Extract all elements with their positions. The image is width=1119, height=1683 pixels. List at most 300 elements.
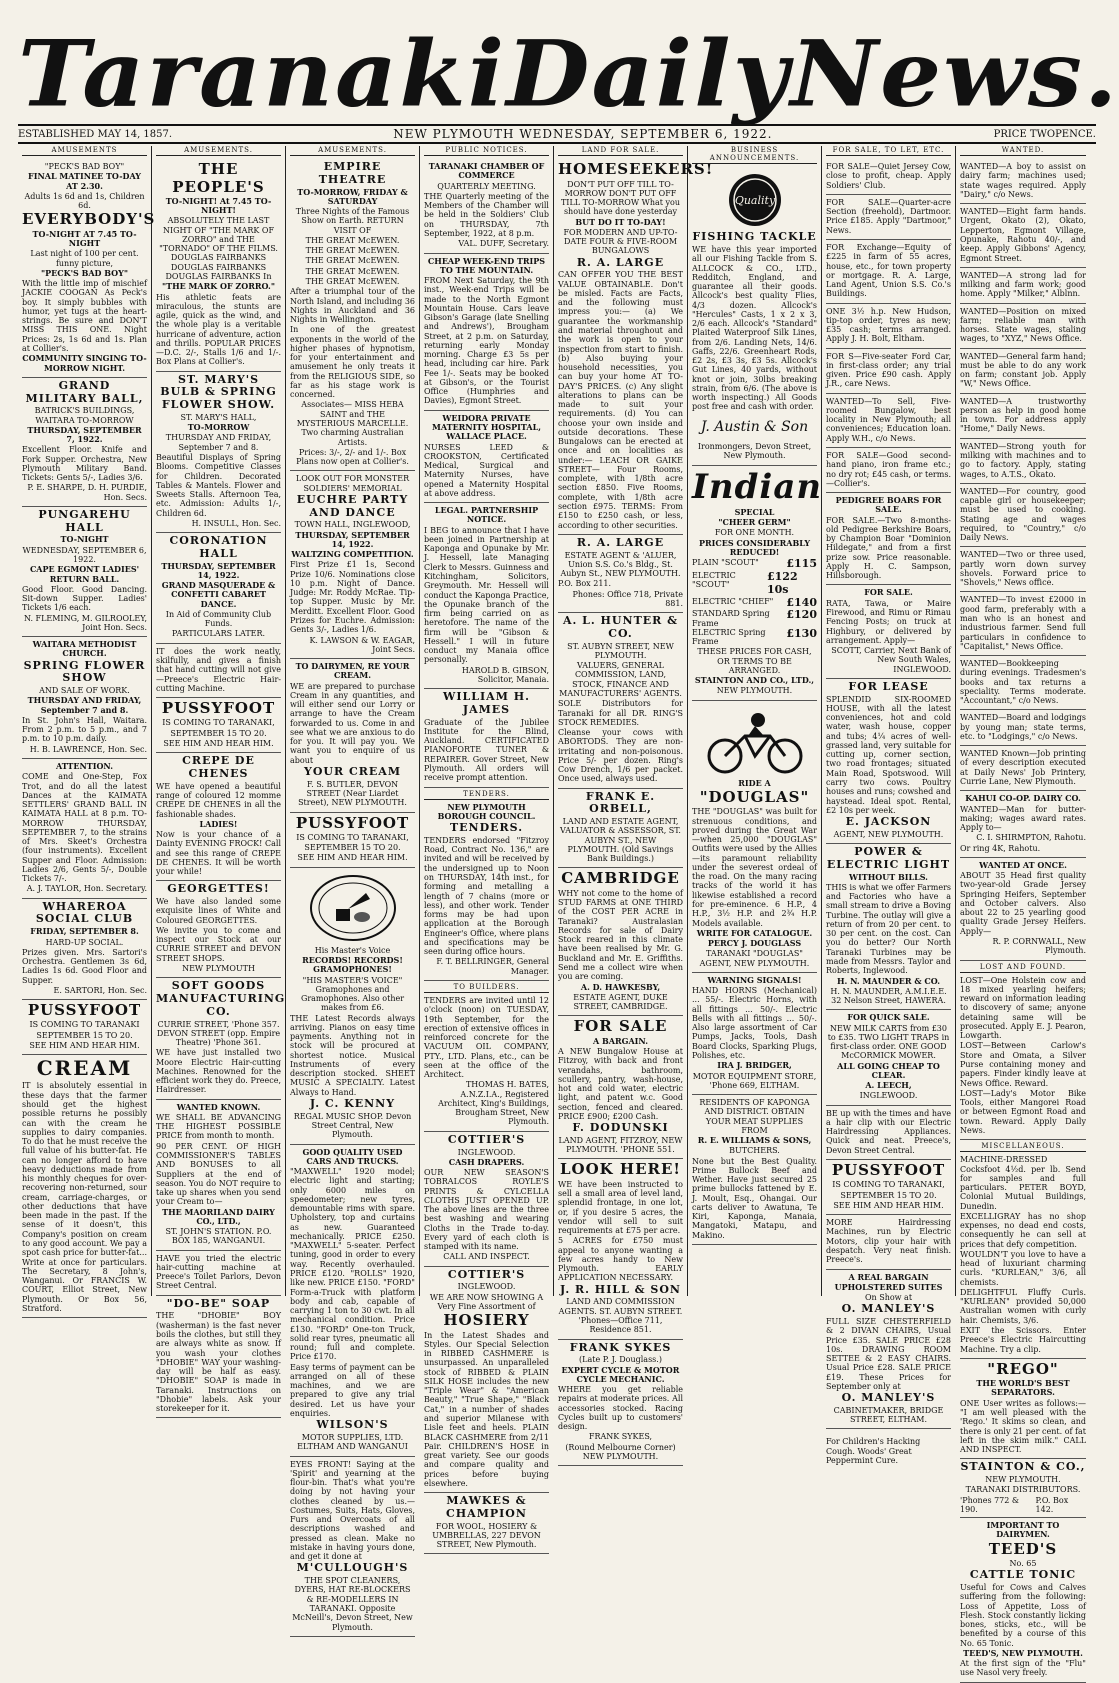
ad-lost-found <box>960 961 1086 1141</box>
ad-body: Useful for Cows and Calves suffering from the following: Loss of Appetite, Loss of Flesh. Stock constantly licking bones, sticks, etc., will be benefited by a course of this No. 65 Tonic. <box>960 1583 1086 1648</box>
wanted-item <box>960 710 1086 746</box>
lost-item: LOST—Between Carlow's Store and Omata, a Silver Purse containing money and papers. Finder kindly leave at News Office. Reward. <box>960 1041 1086 1088</box>
ad-stainton <box>960 1459 1086 1518</box>
wanted-item <box>960 159 1086 204</box>
ad-title: FRANK SYKES <box>569 1340 672 1354</box>
ad-line: CABINETMAKER, BRIDGE STREET, ELTHAM. <box>833 1405 944 1425</box>
ad-chamber <box>424 159 549 253</box>
wanted-item <box>960 304 1086 349</box>
ad-mawkes <box>424 1493 549 1554</box>
ad-title: "DO-BE" SOAP <box>166 1296 271 1310</box>
ad-line: MOTOR SUPPLIES, LTD. ELTHAM AND WANGANUI <box>297 1432 408 1452</box>
wanted-text: WANTED—A boy to assist on dairy farm; machines used; state wages required. Apply "Dairy," c/o News. <box>960 162 1086 199</box>
price-item: PLAIN "SCOUT" <box>692 558 759 568</box>
ad-body: OUR NEW SEASON'S TOBRALCOS ROYLE'S PRINTS & CYLCELLA CLOTHS JUST OPENED UP. The above lines are the three best washing and wearing Cloths in the Trade to-day. Every yard of each cloth is stamped with its name. <box>424 1168 549 1252</box>
ad-line: Adults 1s 6d and 1s, Children 6d. <box>24 191 145 211</box>
ad-body: ABSOLUTELY THE LAST NIGHT OF "THE MARK OF ZORRO" and THE "TORNADO" OF THE FILMS. DOUGLAS FAIRBANKS DOUGLAS FAIRBANKS DOUGLAS FAIRBANKS In <box>159 216 278 282</box>
column-header: AMUSEMENTS. <box>290 146 415 156</box>
ad-line: FOR MODERN AND UP-TO-DATE FOUR & FIVE-ROOM BUNGALOWS <box>563 227 678 256</box>
ad-cottiers <box>424 1132 549 1267</box>
ad-title: PUSSYFOOT <box>161 699 276 718</box>
ad-line: ST. AUBYN STREET, NEW PLYMOUTH. <box>567 641 674 660</box>
ad-body: SPLENDID SIX-ROOMED HOUSE, with all the latest conveniences, hot and cold water, wash house, copper and tubs; 4¼ acres of well-grassed land, very suitable for cutting up, corner section, two road frontages; situated Main Road, Spotswood. Will carry two cows. Poultry houses and runs; cowshed and haystead. Ideal spot. Rental, £2 10s per week. <box>826 694 951 815</box>
price-row <box>692 628 817 647</box>
ad-empire <box>290 159 415 471</box>
ad-look-here <box>558 1159 683 1339</box>
ad-line: QUARTERLY MEETING. <box>437 181 536 191</box>
quality-badge-icon <box>720 172 790 228</box>
ad-line: LOOK OUT FOR MONSTER SOLDIERS' MEMORIAL <box>295 474 410 493</box>
ad-line: TO-NIGHT <box>60 534 109 545</box>
column-8 <box>956 146 1090 1678</box>
ad-title: A REAL BARGAIN <box>848 1271 929 1282</box>
ad-sykes <box>558 1340 683 1467</box>
ad-line: A BARGAIN. <box>593 1035 648 1046</box>
ad-line: (Round Melbourne Corner) NEW PLYMOUTH. <box>565 1442 676 1461</box>
ad-line: SEE HIM AND HEAR HIM. <box>163 738 274 748</box>
handwritten-signature: J. Austin & Son <box>700 418 809 435</box>
ad-line: DON'T PUT OFF TILL TO-MORROW DON'T PUT OFF TILL TO-MORROW What you should have done yesterday <box>560 179 681 217</box>
ad-body: Beautiful Displays of Spring Blooms. Competitive Classes for Children. Decorated Tables & Mantels. Flower and Sweets Stalls. Afternoon Tea, etc. Admission: Adults 1/-, Children 6d. <box>156 452 281 518</box>
ad-title: CREAM <box>36 1056 133 1081</box>
ad-line: Last night of 100 per cent. funny picture, <box>30 249 139 268</box>
ad-title: FRANK E. ORBELL, <box>585 789 656 816</box>
wanted-item <box>960 547 1086 592</box>
ad-coronation <box>156 533 281 644</box>
place-date: NEW PLYMOUTH WEDNESDAY, SEPTEMBER 6, 1922. <box>393 127 773 141</box>
ad-brush <box>826 1106 951 1160</box>
ad-body: SOLE Distributors for Taranaki for all DR. RING'S STOCK REMEDIES. <box>558 699 683 727</box>
ad-signature: H. B. LAWRENCE, Hon. Sec. <box>29 744 147 754</box>
price-value: £130 <box>786 626 817 640</box>
classified-item <box>826 394 951 448</box>
ad-line: J. R. HILL & SON <box>560 1282 681 1296</box>
price-item: ELECTRIC Spring Frame <box>692 627 766 647</box>
ad-title: GOOD QUALITY USED CARS AND TRUCKS. <box>302 1146 403 1166</box>
columns <box>18 146 1096 1678</box>
wanted-text: WANTED—Board and lodgings by young man; state terms, etc. to "Lodgings," c/o News. <box>960 713 1086 741</box>
ad-line: ST. JOHN'S STATION. P.O. BOX 185, WANGANUI. <box>165 1227 272 1246</box>
ad-title: WANTED KNOWN. <box>176 1101 261 1112</box>
ad-st-marys <box>156 372 281 533</box>
price-item: STANDARD Spring Frame <box>692 609 770 628</box>
ad-line: THE GREAT McEWEN. <box>305 256 400 266</box>
ad-line: THURSDAY AND FRIDAY, September 7 and 8. <box>165 433 272 452</box>
ad-body: HAVE you tried the electric hair-cutting machine at Preece's Toilet Parlors, Devon Street Central. <box>156 1253 281 1291</box>
ad-military-ball <box>22 378 147 507</box>
ad-signature: VAL. DUFF, Secretary. <box>458 239 549 249</box>
ad-body: Prizes given. Mrs. Sartori's Orchestra. Gentlemen 3s 6d, Ladies 1s 6d. Good Floor and Supper. <box>22 947 147 985</box>
wanted-text: WANTED—Bookkeeping during evenings. Tradesmen's books and tax returns a speciality. Terms moderate. "Accountant," c/o News. <box>960 659 1086 706</box>
ad-rego <box>960 1359 1086 1460</box>
ad-line: WRITE FOR CATALOGUE. <box>696 927 813 938</box>
ad-title: POWER & ELECTRIC LIGHT <box>826 845 951 871</box>
column-6 <box>688 146 822 1296</box>
ad-signature: E. SARTORI, Hon. Sec. <box>53 985 147 995</box>
ad-line: ALL GOING CHEAP TO CLEAR. <box>837 1060 940 1080</box>
ad-title: COTTIER'S <box>447 1132 526 1146</box>
ad-cottiers-hosiery <box>424 1267 549 1493</box>
ad-line: WAITARA METHODIST CHURCH. <box>32 639 137 659</box>
section-header: LOST AND FOUND. <box>960 963 1086 973</box>
column-header: LAND FOR SALE. <box>558 146 683 156</box>
ad-line: Prices: 3/-, 2/- and 1/-. Box Plans now open at Collier's. <box>296 447 409 467</box>
ad-title: CHEAP WEEK-END TRIPS TO THE MOUNTAIN. <box>427 255 546 275</box>
ad-line: R. A. LARGE <box>576 255 665 269</box>
his-masters-voice-logo <box>308 873 398 943</box>
ad-title: WANTED AT ONCE. <box>979 859 1067 870</box>
ad-maternity <box>424 411 549 503</box>
wanted-text: WANTED—To invest £2000 in good farm, preferably with a man who is an honest and industrious farmer. Send full particulars in confidence to "Capitalist," News Office. <box>960 595 1086 651</box>
wanted-text: WANTED—Strong youth for milking with machines and to go to factory. Apply, stating wages, to A.T.S., Okato. <box>960 441 1086 479</box>
wanted-text: WANTED—A strong lad for milking and farm work; good home. Apply "Milker," Alblnn. <box>960 270 1086 299</box>
ad-line: LAND AND ESTATE AGENT, VALUATOR & ASSESSOR, ST. AUBYN ST., NEW PLYMOUTH. (Old Savings Bank Buildings.) <box>560 817 681 864</box>
wanted-item <box>960 439 1086 484</box>
ad-title: TARANAKI CHAMBER OF COMMERCE <box>428 161 545 181</box>
established: ESTABLISHED MAY 14, 1857. <box>18 128 173 140</box>
ad-body: We invite you to come and inspect our Stock at our CURRIE STREET and DEVON STREET SHOPS. <box>156 925 281 963</box>
ad-body: We have also landed some exquisite lines of White and Coloured GEORGETTES. <box>156 897 281 925</box>
ad-williams <box>692 1095 817 1245</box>
ad-body: THE "DHOBIE" BOY (washerman) is the fast never boils the clothes, but still they are always white as snow. If you wash your clothes "DHOBIE" WAY your washing-day will be half as easy. "DHOBIE" SOAP is made in Taranaki. Instructions on "Dhobie" labels. Ask your storekeeper for it. <box>156 1311 281 1414</box>
price-row <box>692 558 817 571</box>
ad-fishing <box>692 167 817 465</box>
ad-line: PERCY J. DOUGLASS <box>707 938 802 949</box>
ad-line: F. DODUNSKI <box>572 1121 669 1135</box>
ad-signature: H. INSULL, Hon. Sec. <box>191 518 281 528</box>
ad-line: E. JACKSON <box>845 815 932 829</box>
ad-line: TEED'S, NEW PLYMOUTH. <box>963 1647 1083 1658</box>
ad-body: Easy terms of payment can be arranged on all of these machines, and we are prepared to give any trial desired. Let us have your enquiries. <box>290 1362 415 1418</box>
lost-item: LOST—One Holstein cow and 18 mixed yearling heifers; reward on information leading to discovery of same; anyone detaining same will be prosecuted. Apply E. J. Pearon, Lowgarth. <box>960 975 1086 1041</box>
ad-body: In one of the greatest exponents in the world of the higher phases of hypnotism, for your entertainment and amusement he only treats it from the RELIGIOUS SIDE, so far as his stage work is concerned. <box>290 325 415 400</box>
ad-line: COMMUNITY SINGING TO-MORROW NIGHT. <box>22 353 147 373</box>
ad-dairymen <box>290 659 415 812</box>
ad-line: HOSIERY <box>443 1311 530 1330</box>
classified-item <box>826 195 951 240</box>
column-header: FOR SALE, TO LET, ETC. <box>826 146 951 156</box>
ad-body: WHY not come to the home of STUD FARMS at ONE THIRD of the COST PER ACRE in Taranaki? Australasian Records for sale of Dairy Stock reared in this climate have been realised by Mr. G. Buckland and Mr. E. Griffiths. Send me a collect wire when you are coming. <box>558 888 683 982</box>
ad-teeds <box>960 1518 1086 1683</box>
ad-line: GRAND MASQUERADE & CONFETTI CABARET DANCE. <box>161 580 276 609</box>
ad-line: TARANAKI "DOUGLAS" AGENT, NEW PLYMOUTH. <box>699 949 810 968</box>
ad-signature: A. J. TAYLOR, Hon. Secretary. <box>26 884 147 894</box>
ad-title: STAINTON & CO., <box>960 1460 1086 1474</box>
classified-item <box>826 304 951 349</box>
ad-line: WALTZING COMPETITION. <box>291 549 414 560</box>
ad-pussyfoot <box>22 1000 147 1055</box>
ad-line: SEPTEMBER 15 TO 20. <box>840 1190 937 1200</box>
wanted-text: WANTED—For country, good capable girl or housekeeper; must be used to cooking. Stating age and wages required, to "Country," c/o Daily News. <box>960 486 1086 543</box>
ad-line: IMPORTANT TO DAIRYMEN. <box>986 1520 1060 1540</box>
ad-line: THURSDAY, SEPTEMBER 7, 1922. <box>27 424 142 445</box>
ad-body: Graduate of the Jubilee Institute for the Blind, Auckland. CERTIFICATED PIANOFORTE TUNER & REPAIRER. Gover Street, New Plymouth. All orders will receive prompt attention. <box>424 717 549 783</box>
wanted-item <box>960 349 1086 394</box>
ad-line: THURSDAY AND FRIDAY, September 7 and 8. <box>27 695 142 715</box>
ad-line: A. LEECH, <box>865 1080 912 1091</box>
ad-georgettes <box>156 881 281 978</box>
ad-body: Now is your chance of a Dainty EVENING FROCK! Call and see this range of CREPE DE CHENES. It will be worth your while! <box>156 830 281 877</box>
wanted-item <box>960 656 1086 710</box>
ad-line: WILSON'S <box>316 1418 389 1432</box>
ad-title: R. A. LARGE <box>576 535 665 549</box>
ad-line: BUT DO IT TO-DAY! <box>575 216 666 227</box>
price-value: £120 <box>786 608 817 622</box>
ad-body: First Prize £1 1s, Second Prize 10/6. Nominations close 10 p.m. Night of Dance. Judge: Mr. Roddy McRae. Tip-top Supper. Music by Mr. Merditt. Excellent Floor. Good Prizes for Euchre. Admission: Gents 3/-, Ladies 1/6. <box>290 560 415 635</box>
ad-large <box>558 535 683 613</box>
ad-signature: THOMAS H. BATES, A.N.Z.I.A., Registered Architect, King's Buildings, Brougham Street, New Plymouth. <box>438 1080 549 1127</box>
ad-line: PRICES CONSIDERABLY REDUCED! <box>698 537 811 558</box>
section-header: MISCELLANEOUS. <box>960 1142 1086 1152</box>
ad-line: INGLEWOOD. <box>859 1091 918 1101</box>
ad-body: EYES FRONT! Saying at the 'Spirit' and yearning at the flour-bin. That's what you're doing by not having your clothes cleaned by us.—Costumes, Suits, Hats, Gloves, Furs and Overcoats of all descriptions washed and pressed as clean. Make no mistake in having yours done, and get it done at <box>290 1459 415 1562</box>
ad-line: BATRICK'S BUILDINGS, WAITARA TO-MORROW <box>34 406 135 425</box>
wanted-item <box>960 484 1086 548</box>
ad-line: WE ARE NOW SHOWING A Very Fine Assortment of <box>429 1292 544 1311</box>
column-header: PUBLIC NOTICES. <box>424 146 549 156</box>
ad-line: AND SALE OF WORK. <box>39 686 130 696</box>
ad-whareroa <box>22 899 147 1000</box>
ad-signature: K. LAWSON & W. EAGAR, Joint Secs. <box>309 635 415 654</box>
ad-line: H. N. MAUNDER & CO. <box>837 975 940 986</box>
ad-wanted-known <box>156 1100 281 1251</box>
section-header: TO BUILDERS. <box>424 983 549 993</box>
ad-title: HOMESEEKERS! <box>558 160 714 179</box>
ad-line: THURSDAY, SEPTEMBER 14, 1922. <box>161 560 276 580</box>
ad-title: "REGO" <box>987 1359 1059 1378</box>
ad-line: THE GREAT McEWEN. <box>305 235 400 245</box>
masthead-word-3: News. <box>790 19 1119 127</box>
ad-tenders <box>424 788 549 981</box>
ad-title: SOFT GOODS MANUFACTURING CO. <box>156 979 286 1018</box>
ad-line: IS COMING TO TARANAKI, <box>832 1180 945 1190</box>
wanted-item <box>960 746 1086 791</box>
ad-mountain-trips <box>424 254 549 411</box>
ad-body: THIS is what we offer Farmers and Factories who have a small stream to drive a Boving Turbine. The outlay will give a return of from 20 per cent. to 30 per cent. on the cost. Can you do better? Our North Taranaki Turbines may be made from Messrs. Taylor and Roberts, Inglewood. <box>826 882 951 976</box>
classified-item <box>826 240 951 304</box>
ad-line: "THE MARK OF ZORRO." <box>161 281 275 292</box>
wanted-text: WANTED Known—Job printing of every description executed at Daily News' Job Printery, Currie Lane, New Plymouth. <box>960 749 1086 786</box>
ad-line: SEPTEMBER 15 TO 20. <box>304 843 401 853</box>
ad-body: TENDERS endorsed "Fitzroy Road, Contract No. 136," are invited and will be received by the undersigned up to Noon on THURSDAY, 14th inst., for forming and metalling a length of 7 chains (more or less), and other work. Tender forms may be had upon application at the Borough Engineer's Office, where plans and specifications may be seen during office hours. <box>424 835 549 957</box>
ad-line: IRA J. BRIDGER, <box>717 1060 792 1071</box>
ad-line: FRANK SYKES, <box>588 1432 653 1442</box>
ad-line: YOUR CREAM <box>304 764 401 778</box>
ad-line: AGENT, NEW PLYMOUTH. <box>833 829 944 839</box>
badge-text: Quality <box>734 194 775 208</box>
ad-title: COTTIER'S <box>447 1267 526 1281</box>
ad-signature: SCOTT, Carrier, Next Bank of New South Wales, INGLEWOOD. <box>831 646 951 674</box>
column-header: AMUSEMENTS <box>22 146 147 156</box>
wanted-item <box>960 204 1086 268</box>
ad-body: WE have just installed two Moore Electric Hair-cutting Machines. Renowned for the efficient work they do. Preece, Hairdresser. <box>156 1048 281 1095</box>
ad-title: MAWKES & CHAMPION <box>446 1494 527 1520</box>
column-7 <box>822 146 956 1466</box>
ad-title: EUCHRE PARTY AND DANCE <box>296 492 409 519</box>
ad-body: With the little imp of mischief JACKIE COOGAN As Peck's boy. It simply bubbles with humor, yet tugs at the heart-strings. Be sure and DON'T MISS THIS ONE. Night Prices: 2s, 1s 6d and 1s. Plan at Collier's. <box>22 279 147 354</box>
ad-line: CATTLE TONIC <box>969 1568 1077 1582</box>
ad-line: INGLEWOOD. <box>457 1282 516 1292</box>
ad-line: No. 65 <box>1009 1559 1037 1569</box>
ad-body: CURRIE STREET, 'Phone 357. DEVON STREET (opp. Empire Theatre) 'Phone 361. <box>156 1019 281 1048</box>
price-value: £115 <box>786 557 817 571</box>
ad-pussyfoot <box>156 698 281 753</box>
ad-title: LOOK HERE! <box>559 1160 682 1179</box>
ad-line: THURSDAY, SEPTEMBER 14, 1922. <box>295 529 410 549</box>
ad-line: LAND AND COMMISSION AGENTS. ST. AUBYN STREET. 'Phones—Office 711, Residence 851. <box>558 1297 683 1335</box>
ad-waitara-church <box>22 637 147 759</box>
ad-used-cars <box>290 1145 415 1457</box>
ad-partnership <box>424 503 549 689</box>
ad-signature: P. E. SHARPE, D. H. PURDIE, Hon. Secs. <box>27 483 147 502</box>
ad-soft-goods <box>156 978 286 1099</box>
ad-body: FULL SIZE CHESTERFIELD & 2 DIVAN CHAIRS, Usual Price £35. SALE PRICE £28 10s. DRAWING ROOM SETTEE & 2 EASY CHAIRS. Usual Price £28. SALE PRICE £19. These Prices for September only at <box>826 1317 951 1391</box>
ad-line: O. MANLEY'S <box>841 1391 936 1405</box>
ad-hunter <box>558 613 683 788</box>
ad-james <box>424 689 549 787</box>
ad-line: LADIES! <box>199 818 238 829</box>
ad-cream <box>22 1055 147 1318</box>
ad-body: COME and One-Step, Fox Trot, and do all the latest Dances at the KAIMATA SETTLERS' GRAND BALL IN KAIMATA HALL at 8 p.m. TO-MORROW THURSDAY, SEPTEMBER 7, to the strains of Mrs. Skeet's Orchestra (four instruments). Excellent Supper and Floor. Admission: Ladies 2/6, Gents 5/-, Double Tickets 7/-. <box>22 772 147 884</box>
classified-item <box>826 349 951 394</box>
ad-line: CALL AND INSPECT. <box>443 1252 530 1262</box>
ad-title: CORONATION HALL <box>169 534 268 560</box>
ad-body: WE are prepared to purchase Cream in any quantities, and will either send our Lorry or arrange to have the Cream forwarded to us. Come in and see what we are anxious to do for you. It will pay you. We want you to enquire of us about <box>290 681 415 765</box>
ad-title: PUSSYFOOT <box>27 1001 142 1020</box>
ad-body: In St. John's Hall, Waitara. From 2 p.m. to 5 p.m., and 7 p.m. to 10 p.m. daily. <box>22 715 147 744</box>
ad-body: ABOUT 35 Head first quality two-year-old Grade Jersey Springing Heifers, September and October calvers. Also about 22 to 25 yearling good quality Grade Jersey Heifers. Apply— <box>960 871 1086 936</box>
classified-text: FOR SALE—Good second-hand piano, iron frame etc.; no dry rot; £45 cash, or terms.—Collier's. <box>826 451 951 488</box>
ad-line: SEPTEMBER 15 TO 20. <box>170 728 267 738</box>
ad-for-sale <box>558 1016 683 1159</box>
ad-title: EMPIRE THEATRE <box>318 160 387 186</box>
ad-line: Or ring 4K, Rahotu. <box>960 843 1041 853</box>
ad-electric-hair <box>156 644 281 698</box>
ad-line: NEW PLYMOUTH. <box>985 1475 1061 1485</box>
classified-text: FOR SALE—Quiet Jersey Cow, close to profit, cheap. Apply Soldiers' Club. <box>826 162 951 190</box>
ad-body: I BEG to announce that I have been joined in Partnership at Kaponga and Opunake by Mr. J. Hessell, late Managing Clerk to Messrs. Guinness and Kitchingham, Solicitors, Greymouth. Mr. Hessell will conduct the Kaponga Practice, the Opunake branch of the firm being carried on as heretofore. The name of the firm will be "Gibson & Hessell." I will in future conduct my Manaia office personally. <box>424 525 549 665</box>
classified-text: WANTED—To Sell, Five-roomed Bungalow, best locality in New Plymouth; all conveniences; Education loan. Apply W.H., c/o News. <box>826 396 951 443</box>
wanted-text: WANTED—A trustworthy person as help in good home in town. For address apply "Home," Daily News. <box>960 396 1086 434</box>
ad-line: Phones: Office 718, Private 881. <box>572 589 683 608</box>
ad-signature: HAROLD B. GIBSON, Solicitor, Manaia. <box>461 665 549 684</box>
ad-line: A. D. HAWKESBY, <box>580 981 661 992</box>
column-header: BUSINESS ANNOUNCEMENTS. <box>692 146 817 164</box>
ad-title: ATTENTION. <box>55 761 114 772</box>
classified-text: ONE 3½ h.p. New Hudson, tip-top order, tyres as new; £35 cash; terms arranged. Apply J. H. Bolt, Eltham. <box>826 306 951 344</box>
ad-line: SEE HIM AND HEAR HIM. <box>297 853 408 863</box>
ad-peoples <box>156 159 281 372</box>
section-header: TENDERS. <box>424 790 549 800</box>
misc-item: EXCELLIGRAY has no shop expenses, no dead end costs, consequently he can sell at prices that defy competition. <box>960 1211 1086 1249</box>
ad-crepe <box>156 753 281 881</box>
ad-body: WE have opened a beautiful range of coloured 12 momme CREPE DE CHENES in all the fashionable shades. <box>156 781 281 819</box>
classified-item <box>826 448 951 493</box>
classified-item <box>826 159 951 195</box>
ad-line: INGLEWOOD. <box>457 1147 516 1157</box>
lost-item: LOST—Lady's Motor Bike Tools, either Mangorei Road or between Egmont Road and town. Reward. Apply Daily News. <box>960 1088 1086 1135</box>
ad-line: IS COMING TO TARANAKI, <box>162 718 275 728</box>
contact-row <box>960 1496 1086 1515</box>
ad-orbell <box>558 789 683 869</box>
ad-body: WANTED—Man for butter-making; wages award rates. Apply to— <box>960 804 1086 833</box>
ad-body: NEW MILK CARTS from £30 to £35. TWO LIGHT TRAPS in first-class order. ONE GOOD McCORMICK MOWER. <box>827 1023 950 1061</box>
ad-line: TO-NIGHT AT 7.45 TO-NIGHT <box>32 228 137 249</box>
ad-body: TENDERS are invited until 12 o'clock (noon) on TUESDAY, 19th September, for the erection of extensive offices in reinforced concrete for the VACUUM OIL COMPANY, PTY., LTD. Plans, etc., can be seen at the office of the Architect. <box>424 996 549 1080</box>
ad-line: UPHOLSTERED SUITES <box>834 1281 943 1292</box>
ad-title: CREPE DE CHENES <box>182 754 255 780</box>
ad-mccullough <box>290 1457 415 1637</box>
ad-line: H. N. MAUNDER, A.M.I.E.E. 32 Nelson Street, HAWERA. <box>830 986 947 1006</box>
ad-line: SEPTEMBER 15 TO 20. <box>36 1030 133 1040</box>
ad-line: "PECK'S BAD BOY" <box>44 162 125 172</box>
ad-title: WEIDORA PRIVATE MATERNITY HOSPITAL, WALLACE PLACE. <box>431 412 542 442</box>
ad-warning <box>692 973 817 1095</box>
ad-line: "PECK'S BAD BOY" <box>40 267 129 278</box>
ad-body: 90 PER CENT. OF HIGH COMMISSIONER'S TABLES AND BONUSES to all Suppliers at the end of season. You do NOT require to take up shares when you send your Cream to— <box>156 1141 281 1207</box>
wanted-text: WANTED—General farm hand; must be able to do any work on farm; constant job. Apply "W," News Office. <box>960 351 1086 389</box>
ad-line: ESTATE AGENT, DUKE STREET, CAMBRIDGE. <box>573 992 668 1012</box>
column-1 <box>18 146 156 1313</box>
ad-line: J. C. KENNY <box>309 1096 396 1110</box>
ad-body: NURSES LEED & CROOKSTON, Certificated Medical, Surgical and Maternity Nurses, have opened a Maternity Hospital at above address. <box>424 442 549 498</box>
ad-body: In the Latest Shades and Styles. Our Special Selection in RIBBED CASHMERE is unsurpassed. An unparalleled stock of RIBBED & PLAIN SILK HOSE includes the new "Triple Wear" & "American Beauty," "True Shape," "Black Cat," in a number of shades and superior Milanese with Lisle feet and heels. PLAIN BLACK CASHMERE from 2/11 Pair. CHILDREN'S HOSE in great variety. See our goods and compare quality and prices before buying elsewhere. <box>424 1330 549 1488</box>
price-row <box>692 571 817 597</box>
ad-line: P.O. Box 211. <box>558 579 612 589</box>
misc-item: DELIGHTFUL Fluffy Curls. "KURLEAN" provided 50,000 Australian women with curly hair. Chemists, 3/6. <box>960 1287 1086 1325</box>
ad-body: IT does the work neatly, skilfully, and gives a finish that hand cutting will not give—Preece's Electric Hair-cutting Machine. <box>156 646 281 693</box>
ad-title: FISHING TACKLE <box>692 230 817 244</box>
ad-line: Associates— MISS HEBA SAINT and THE MYSTERIOUS MARCELLE. Two charming Australian Artists. <box>296 400 409 447</box>
ad-line: PARTICULARS LATER. <box>171 629 266 639</box>
ad-line: TARANAKI DISTRIBUTORS. <box>965 1485 1081 1495</box>
ad-line: TO-MORROW <box>187 422 250 433</box>
ad-body: WE SHALL BE ADVANCING THE HIGHEST POSSIBLE PRICE from month to month. <box>156 1112 281 1141</box>
ad-title: TO DAIRYMEN, RE YOUR CREAM. <box>295 661 410 681</box>
column-4 <box>420 146 554 1550</box>
ad-builders <box>424 981 549 1132</box>
ad-line: TO-NIGHT! At 7.45 TO-NIGHT! <box>165 195 272 216</box>
ad-lease <box>826 679 951 844</box>
ad-body: A NEW Bungalow House at Fitzroy, with back and front verandahs, bathroom, scullery, pantry, wash-house, hot and cold water, electric light, and patent w.c. Good section, fenced and cleared. PRICE £900; £200 Cash. <box>558 1046 683 1121</box>
ad-line: "HIS MASTER'S VOICE" Gramophones and Gramophones. Also other makes from £6. <box>300 975 405 1013</box>
wanted-item <box>960 394 1086 439</box>
misc-item: EXIT the Scissors. Enter Preece's Electric Haircutting Machine. Try a clip. <box>960 1326 1086 1354</box>
ad-line: THE WORLD'S BEST SEPARATORS. <box>976 1378 1070 1398</box>
ad-line: ST. MARY'S HALL, <box>180 412 257 422</box>
wanted-text: WANTED—Position on mixed farm; reliable man with horses. State wages, staling wages, to "XYZ," News Office. <box>960 306 1086 344</box>
ad-quick-sale <box>826 1010 951 1105</box>
ad-line: NEW PLYMOUTH <box>182 964 255 974</box>
ad-line: HARD-UP SOCIAL. <box>45 937 124 947</box>
ad-line: SEE HIM AND HEAR HIM. <box>833 1200 944 1210</box>
ad-line: THESE PRICES FOR CASH, OR TERMS TO BE ARRANGED. <box>697 647 812 675</box>
ad-title: PEDIGREE BOARS FOR SALE. <box>835 495 942 515</box>
ad-body: WE have been instructed to sell a small area of level land, splendid frontage, in one lot, or, if you desire 5 acres, the vendor will sell to suit requirements at £75 per acre. <box>558 1179 683 1236</box>
ad-line: FRIDAY, SEPTEMBER 8. <box>30 926 139 937</box>
ad-title: TENDERS. <box>449 821 524 835</box>
price-item: ELECTRIC "CHIEF" <box>692 596 774 606</box>
ad-line: FOR ONE MONTH. <box>714 528 795 538</box>
ad-attention <box>22 759 147 899</box>
ad-title: RECORDS! RECORDS! GRAMOPHONES! <box>302 954 403 975</box>
ad-line: LAND AGENT, FITZROY, NEW PLYMOUTH. 'PHONE 551. <box>558 1135 683 1155</box>
ad-body: MORE Hairdressing Machines, run by Electric Motors, clip your hair with despatch. Very neat finish. Preece's. <box>826 1218 951 1265</box>
ad-line: At the first sign of the "Flu" use Nasol very freely. <box>960 1659 1086 1678</box>
ad-title: WHAREROA SOCIAL CLUB <box>35 899 134 926</box>
ad-body: FOR SALE.—Two 8-months-old Pedigree Berkshire Boars, by Champion Boar "Dominion Hildegate," and from a first prize sow. Price reasonable. Apply H. C. Sampson, Hillsborough. <box>826 515 951 581</box>
ad-douglas <box>692 701 817 973</box>
